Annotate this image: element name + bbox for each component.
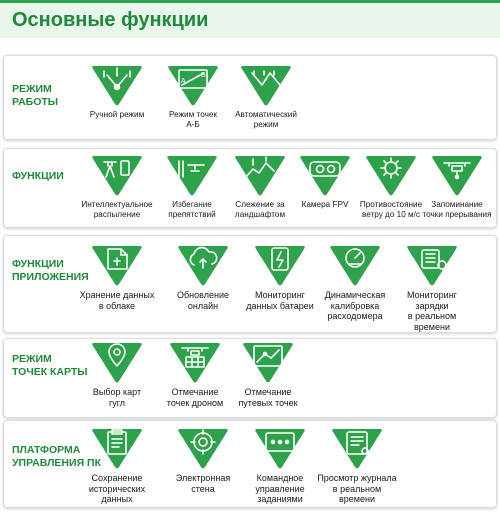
realtime-log-icon <box>330 426 384 470</box>
cloud-storage-icon <box>90 243 144 287</box>
feature-caption: Просмотр журнала в реальном времени <box>317 473 397 504</box>
auto-mode-icon <box>239 63 293 107</box>
feature-caption: Хранение данных в облаке <box>79 290 155 311</box>
feature-item <box>163 243 243 311</box>
feature-item <box>240 243 320 311</box>
online-update-icon <box>176 243 230 287</box>
feature-item <box>77 63 157 120</box>
feature-item <box>163 426 243 494</box>
feature-item <box>77 340 157 408</box>
feature-caption: Сохранение исторических данных <box>88 473 146 504</box>
feature-caption: Ручной режим <box>89 110 145 119</box>
feature-caption: Мониторинг данных батареи <box>246 290 314 311</box>
feature-caption: Режим точек A-Б <box>169 110 217 129</box>
feature-caption: Противостояние ветру до 10 м/с <box>359 200 423 219</box>
section-label: ФУНКЦИИ ПРИЛОЖЕНИЯ <box>12 258 89 283</box>
feature-item <box>77 243 157 311</box>
waypoint-marking-icon <box>241 340 295 384</box>
geofence-icon <box>176 426 230 470</box>
feature-item <box>240 426 320 505</box>
feature-caption: Запоминание точки прерывания <box>422 200 492 219</box>
feature-caption: Автоматический режим <box>235 110 297 129</box>
history-data-icon <box>90 426 144 470</box>
feature-caption: Командное управление заданиями <box>255 473 305 504</box>
section-label: РЕЖИМ ТОЧЕК КАРТЫ <box>12 353 88 378</box>
feature-item <box>77 153 157 220</box>
feature-caption: Отмечание точек дроном <box>166 387 224 408</box>
ab-points-icon <box>166 63 220 107</box>
header-bar <box>0 0 500 38</box>
feature-item <box>315 243 395 322</box>
feature-item <box>155 340 235 408</box>
smart-spray-icon <box>90 153 144 197</box>
feature-item <box>317 426 397 505</box>
feature-caption: Выбор карт гугл <box>92 387 142 408</box>
drone-marking-icon <box>168 340 222 384</box>
fpv-camera-icon <box>298 153 352 197</box>
manual-mode-icon <box>90 63 144 107</box>
feature-caption: Динамическая калибровка расходомера <box>324 290 386 321</box>
feature-caption: Электронная стена <box>175 473 231 494</box>
section-label: РЕЖИМ РАБОТЫ <box>12 83 59 108</box>
feature-caption: Мониторинг зарядки в реальном времени <box>407 290 457 332</box>
feature-caption: Обновление онлайн <box>177 290 229 311</box>
svg-text:Б: Б <box>201 72 206 79</box>
feature-caption: Слежение за ландшафтом <box>234 200 286 219</box>
feature-item <box>417 153 497 220</box>
feature-item <box>153 63 233 130</box>
feature-item <box>77 426 157 505</box>
terrain-following-icon <box>233 153 287 197</box>
wind-resistance-icon <box>364 153 418 197</box>
section-label: ПЛАТФОРМА УПРАВЛЕНИЯ ПК <box>12 444 101 469</box>
feature-caption: Камера FPV <box>301 200 349 209</box>
obstacle-avoidance-icon <box>165 153 219 197</box>
breakpoint-memory-icon <box>430 153 484 197</box>
section-label: ФУНКЦИИ <box>12 170 64 182</box>
task-control-icon <box>253 426 307 470</box>
charging-monitor-icon <box>405 243 459 287</box>
feature-item <box>392 243 472 332</box>
feature-caption: Избегание препятствий <box>168 200 216 219</box>
feature-item <box>226 63 306 130</box>
svg-text:A: A <box>181 78 186 85</box>
feature-caption: Интеллектуальное распыление <box>81 200 153 219</box>
google-map-icon <box>90 340 144 384</box>
page-title: Основные функции <box>12 9 209 31</box>
flowmeter-calibration-icon <box>328 243 382 287</box>
battery-monitor-icon <box>253 243 307 287</box>
feature-item <box>228 340 308 408</box>
feature-caption: Отмечание путевых точек <box>238 387 298 408</box>
